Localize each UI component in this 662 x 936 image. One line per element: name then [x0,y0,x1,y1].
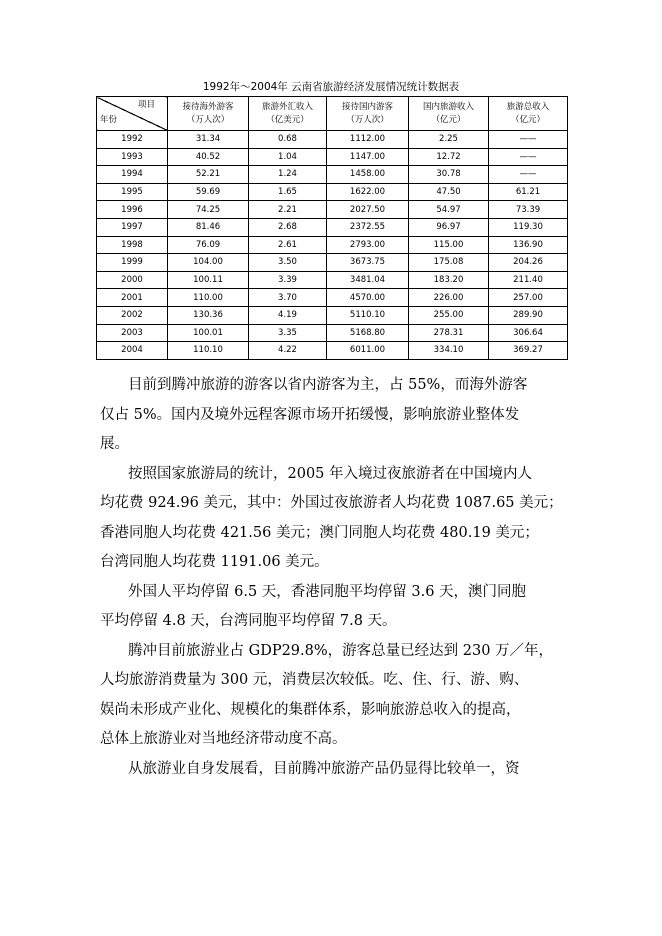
column-header-unit: （万人次） [346,114,389,125]
table-cell: 306.64 [489,324,568,342]
table-cell: 1.65 [249,183,327,201]
table-cell: 74.25 [168,201,249,219]
paragraph-line: 平均停留 4.8 天，台湾同胞平均停留 7.8 天。 [100,613,397,629]
table-cell: 1.24 [249,166,327,184]
paragraph [100,578,570,637]
table-row [97,148,568,166]
table-cell: 2.61 [249,236,327,254]
table-cell: 104.00 [168,254,249,272]
table-cell: 115.00 [409,236,489,254]
column-header-title: 接待国内游客 [341,101,393,112]
year-cell: 1997 [97,218,168,236]
table-cell: 3.39 [249,271,327,289]
column-header-title: 接待海外游客 [182,101,234,112]
column-header [409,97,489,131]
table-cell: 47.50 [409,183,489,201]
table-cell: —— [489,166,568,184]
table-row [97,342,568,360]
year-cell: 1995 [97,183,168,201]
table-cell: 255.00 [409,306,489,324]
table-cell: 1147.00 [327,148,409,166]
table-cell: 130.36 [168,306,249,324]
table-cell: 0.68 [249,131,327,149]
table-cell: 52.21 [168,166,249,184]
paragraph-line: 总体上旅游业对当地经济带动度不高。 [100,731,347,747]
paragraph-line: 香港同胞人均花费 421.56 美元；澳门同胞人均花费 480.19 美元； [100,524,539,541]
body-text [100,371,570,784]
table-cell: 3673.75 [327,254,409,272]
year-cell: 2002 [97,306,168,324]
table-row [97,289,568,307]
table-cell: 5110.10 [327,306,409,324]
corner-year-label: 年份 [100,115,118,125]
table-row [97,201,568,219]
table-cell: 2372.55 [327,218,409,236]
table-cell: 6011.00 [327,342,409,360]
table-cell: 226.00 [409,289,489,307]
table-cell: 175.08 [409,254,489,272]
table-cell: 289.90 [489,306,568,324]
year-cell: 1994 [97,166,168,184]
column-header-title: 旅游总收入 [506,101,550,112]
table-body [97,131,568,360]
table-cell: 4570.00 [327,289,409,307]
table-cell: —— [489,148,568,166]
table-row [97,218,568,236]
table-row [97,271,568,289]
table-corner-header [97,97,168,131]
corner-item-label: 项目 [137,100,155,110]
table-title: 1992年～2004年 云南省旅游经济发展情况统计数据表 [202,81,460,93]
table-cell: 3.50 [249,254,327,272]
table-cell: 334.10 [409,342,489,360]
table-cell: 100.11 [168,271,249,289]
year-cell: 2004 [97,342,168,360]
table-cell: 136.90 [489,236,568,254]
table-cell: 1458.00 [327,166,409,184]
paragraph [100,371,570,460]
year-cell: 2000 [97,271,168,289]
paragraph-line: 娱尚未形成产业化、规模化的集群体系，影响旅游总收入的提高， [100,701,521,718]
table-cell: 61.21 [489,183,568,201]
table-cell: 40.52 [168,148,249,166]
table-cell: 96.97 [409,218,489,236]
table-cell: 2.21 [249,201,327,219]
table-cell: 183.20 [409,271,489,289]
table-cell: 12.72 [409,148,489,166]
table-cell: 100.01 [168,324,249,342]
table-row [97,254,568,272]
column-header-unit: （亿美元） [266,114,309,125]
table-cell: 5168.80 [327,324,409,342]
table-cell: 2.68 [249,218,327,236]
column-header [327,97,409,131]
column-header [249,97,327,131]
table-cell: —— [489,131,568,149]
table-cell: 204.26 [489,254,568,272]
table-row [97,131,568,149]
paragraph-line: 外国人平均停留 6.5 天，香港同胞平均停留 3.6 天，澳门同胞 [128,583,527,600]
table-row [97,306,568,324]
table-cell: 211.40 [489,271,568,289]
table-cell: 54.97 [409,201,489,219]
table-row [97,183,568,201]
statistics-table [96,96,568,360]
year-cell: 1999 [97,254,168,272]
table-cell: 76.09 [168,236,249,254]
table-cell: 257.00 [489,289,568,307]
table-row [97,324,568,342]
table-cell: 31.34 [168,131,249,149]
paragraph-line: 人均旅游消费量为 300 元，消费层次较低。吃、住、行、游、购、 [100,672,529,688]
table-cell: 4.19 [249,306,327,324]
table-cell: 110.00 [168,289,249,307]
table-cell: 1112.00 [327,131,409,149]
table-cell: 3481.04 [327,271,409,289]
table-cell: 2.25 [409,131,489,149]
table-row [97,166,568,184]
paragraph [100,637,570,755]
table-cell: 81.46 [168,218,249,236]
column-header-title: 旅游外汇收入 [261,101,313,112]
year-cell: 1996 [97,201,168,219]
paragraph-line: 按照国家旅游局的统计，2005 年入境过夜旅游者在中国境内人 [128,465,533,482]
table-cell: 3.35 [249,324,327,342]
paragraph-line: 目前到腾冲旅游的游客以省内游客为主，占 55%，而海外游客 [128,377,528,393]
paragraph [100,755,570,785]
table-cell: 119.30 [489,218,568,236]
paragraph-line: 仅占 5%。国内及境外远程客源市场开拓缓慢，影响旅游业整体发 [100,406,520,423]
column-header-title: 国内旅游收入 [422,101,474,112]
table-header-row [97,97,568,131]
table-row [97,236,568,254]
column-header-unit: （万人次） [186,114,230,125]
table-cell: 110.10 [168,342,249,360]
paragraph-line: 从旅游业自身发展看，目前腾冲旅游产品仍显得比较单一，资 [128,760,520,777]
paragraph-line: 展。 [100,436,129,452]
paragraph-line: 台湾同胞人均花费 1191.06 美元。 [100,554,329,570]
column-header [168,97,249,131]
table-cell: 59.69 [168,183,249,201]
column-header-unit: （亿元） [510,114,545,125]
year-cell: 1992 [97,131,168,149]
table-cell: 278.31 [409,324,489,342]
table-cell: 2793.00 [327,236,409,254]
table-cell: 2027.50 [327,201,409,219]
table-cell: 4.22 [249,342,327,360]
year-cell: 1993 [97,148,168,166]
table-cell: 3.70 [249,289,327,307]
table-cell: 369.27 [489,342,568,360]
paragraph-line: 腾冲目前旅游业占 GDP29.8%，游客总量已经达到 230 万／年， [128,642,554,659]
year-cell: 2003 [97,324,168,342]
paragraph [100,460,570,578]
paragraph-line: 均花费 924.96 美元，其中：外国过夜旅游者人均花费 1087.65 美元； [100,495,563,511]
table-cell: 1.04 [249,148,327,166]
table-cell: 73.39 [489,201,568,219]
year-cell: 1998 [97,236,168,254]
column-header-unit: （亿元） [431,114,466,125]
table-cell: 30.78 [409,166,489,184]
year-cell: 2001 [97,289,168,307]
table-cell: 1622.00 [327,183,409,201]
column-header [489,97,568,131]
